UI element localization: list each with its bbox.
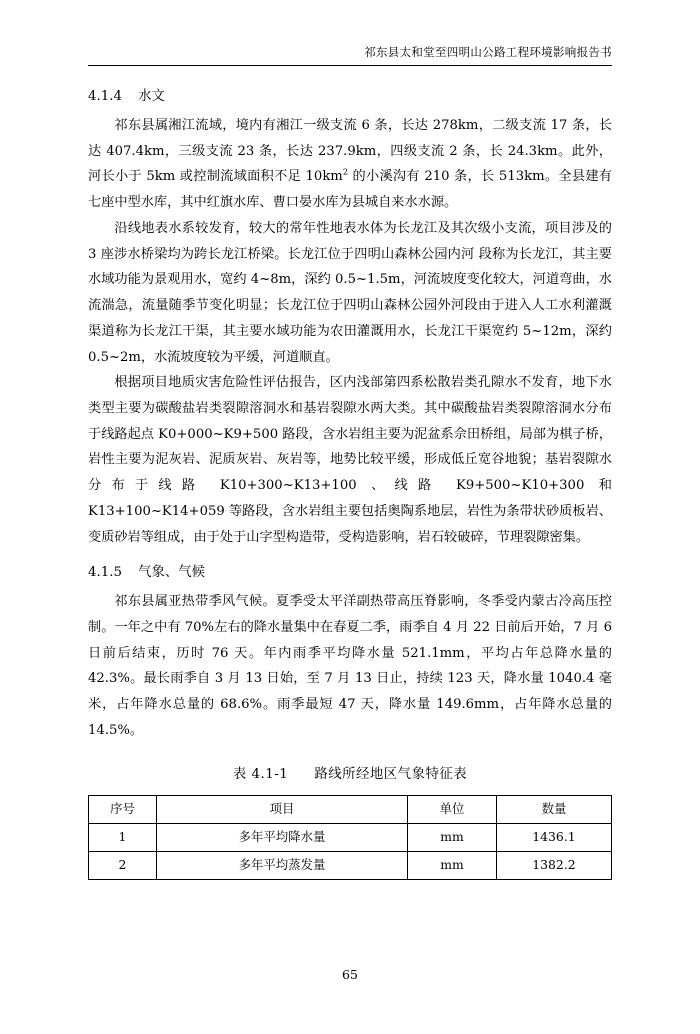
table-cell: 多年平均蒸发量 bbox=[156, 851, 407, 879]
table-caption-title: 路线所经地区气象特征表 bbox=[314, 766, 468, 782]
section-heading-4-1-5 bbox=[88, 560, 612, 587]
climate-characteristics-table bbox=[88, 795, 612, 880]
table-cell: 多年平均降水量 bbox=[156, 823, 407, 851]
section-title: 气象、气候 bbox=[138, 565, 206, 581]
table-column-header: 数量 bbox=[496, 795, 611, 823]
page-footer bbox=[0, 967, 700, 982]
page-number: 65 bbox=[342, 967, 358, 982]
table-row bbox=[89, 823, 612, 851]
section-number: 4.1.4 bbox=[88, 89, 123, 105]
table-caption bbox=[88, 762, 612, 788]
table-header-row bbox=[89, 795, 612, 823]
page-content bbox=[88, 84, 612, 880]
table-row bbox=[89, 851, 612, 879]
paragraph-hydrology-3: 根据项目地质灾害危险性评估报告，区内浅部第四系松散岩类孔隙水不发育，地下水类型主要为碳酸盐岩类裂隙溶洞水和基岩裂隙水两大类。其中碳酸盐岩类裂隙溶洞水分布于线路起点 K0+000~K9+500 路段，含水岩组主要为泥盆系佘田桥组，局部为棋子桥，岩性主要为泥灰岩、泥质灰岩、灰岩等，地势比较平缓，形成低丘宽谷地貌；基岩裂隙水分布于线路 K10+300~K13+100 、线路 K9+500~K10+300 和 K13+100~K14+059 等路段，含水岩组主要包括奥陶系地层，岩性为条带状砂质板岩、变质砂岩等组成，由于处于山字型构造带，受构造影响，岩石较破碎，节理裂隙密集。 bbox=[88, 375, 612, 545]
running-header-text: 祁东县太和堂至四明山公路工程环境影响报告书 bbox=[364, 45, 612, 59]
table-cell: mm bbox=[408, 823, 497, 851]
table-cell: 1382.2 bbox=[496, 851, 611, 879]
table-cell: mm bbox=[408, 851, 497, 879]
table-cell: 1 bbox=[89, 823, 157, 851]
table-column-header: 序号 bbox=[89, 795, 157, 823]
section-number: 4.1.5 bbox=[88, 565, 123, 581]
document-page bbox=[0, 44, 700, 1034]
table-column-header: 单位 bbox=[408, 795, 497, 823]
table-cell: 2 bbox=[89, 851, 157, 879]
table-cell: 1436.1 bbox=[496, 823, 611, 851]
table-caption-number: 表 4.1-1 bbox=[232, 766, 289, 782]
paragraph-climate-1: 祁东县属亚热带季风气候。夏季受太平洋副热带高压脊影响，冬季受内蒙古冷高压控制。一年之中有 70%左右的降水量集中在春夏二季，雨季自 4 月 22 日前后开始，7 月 6 日前后结束，历时 76 天。年内雨季平均降水量 521.1mm，平均占年总降水量的 42.3%。最长雨季自 3 月 13 日始，至 7 月 13 日止，持续 123 天，降水量 1040.4 毫米，占年降水总量的 68.6%。雨季最短 47 天，降水量 149.6mm，占年降水总量的 14.5%。 bbox=[88, 594, 612, 738]
superscript: 2 bbox=[342, 166, 349, 177]
table-column-header: 项目 bbox=[156, 795, 407, 823]
section-heading-4-1-4 bbox=[88, 84, 612, 111]
section-title: 水文 bbox=[138, 89, 165, 105]
running-header bbox=[88, 44, 612, 66]
paragraph-hydrology-2: 沿线地表水系较发育，较大的常年性地表水体为长龙江及其次级小支流，项目涉及的 3 座涉水桥梁均为跨长龙江桥梁。长龙江位于四明山森林公园内河 段称为长龙江，其主要水域功能为景观用水，宽约 4~8m，深约 0.5~1.5m，河流坡度变化较大，河道弯曲，水流湍急，流量随季节变化明显；长龙江位于四明山森林公园外河段由于进入人工水利灌溉渠道称为长龙江干渠，其主要水域功能为农田灌溉用水，长龙江干渠宽约 5~12m，深约 0.5~2m，水流坡度较为平缓，河道顺直。 bbox=[88, 220, 612, 365]
paragraph-hydrology-1: 祁东县属湘江流域，境内有湘江一级支流 6 条，长达 278km，二级支流 17 条，长达 407.4km，三级支流 23 条，长达 237.9km，四级支流 2 条，长 24.3km。此外，河长小于 5km 或控制流域面积不足 $10km^2$ 的小溪沟有 210 条，长 513km。全县建有七座中型水库，其中红旗水库、曹口晏水库为县城自来水水源。 bbox=[88, 117, 612, 211]
